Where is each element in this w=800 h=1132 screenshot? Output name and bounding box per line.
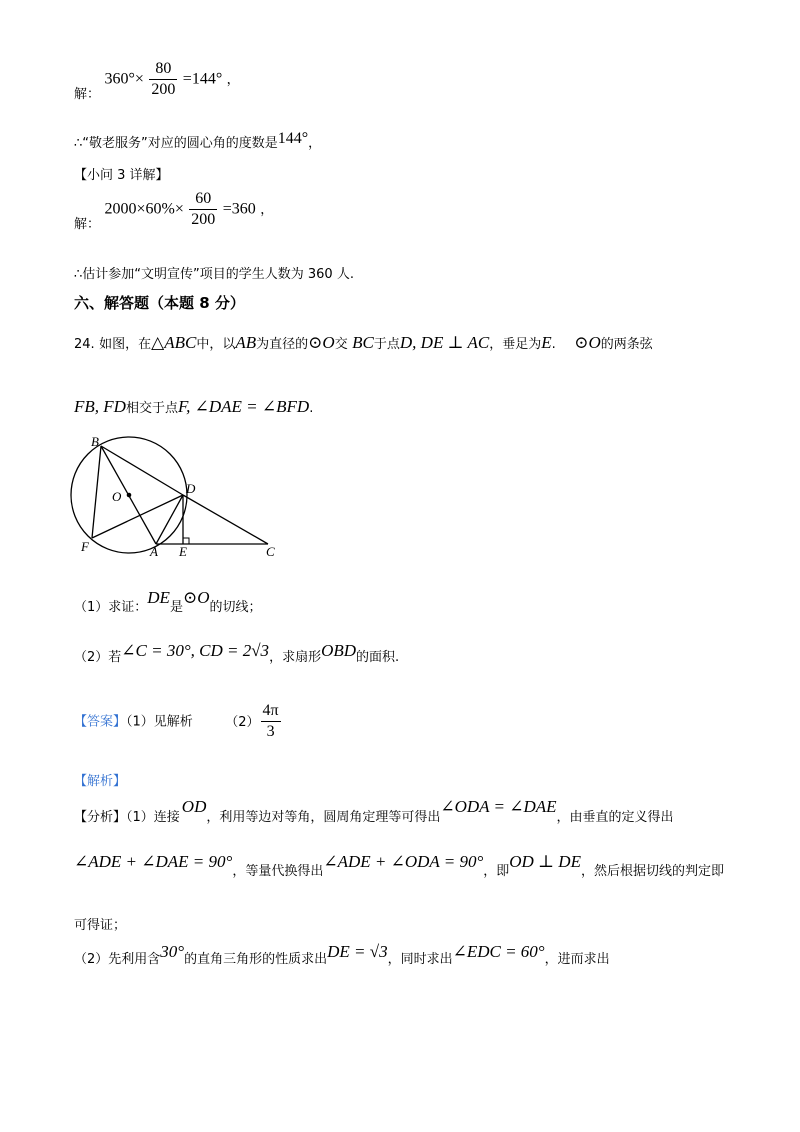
fraction: $\frac{60}{200}$ — [191, 190, 216, 228]
analysis-line-3: 可得证； — [74, 918, 127, 933]
question-part-2: （2）若∠C = 30°, CD = 2√3，求扇形OBD的面积. — [74, 641, 400, 665]
label-f: F — [81, 539, 89, 554]
question-24-line-1: 24. 如图，在△ABC中，以AB为直径的⊙O交 BC于点D, DE ⊥ AC，垂足为E. ⊙O的两条弦 — [74, 333, 653, 352]
answer-label: 【答案】 — [74, 714, 127, 730]
analysis-line-2: ∠ADE + ∠DAE = 90°，等量代换得出∠ADE + ∠ODA = 90°，即OD ⊥ DE，然后根据切线的判定即 — [74, 852, 724, 879]
answer-line: 【答案】（1）见解析 （2） $\frac{4\pi}{3}$ — [74, 702, 279, 740]
sub-question-heading: 【小问 3 详解】 — [74, 168, 169, 183]
geometry-figure — [70, 432, 290, 562]
solution-line-1: 解： 360°× $\frac{80}{200}$ =144° ， — [74, 60, 240, 102]
question-24-line-2: FB, FD相交于点F, ∠DAE = ∠BFD. — [74, 397, 314, 416]
solution-line-4: 解： 2000×60%× $\frac{60}{200}$ =360 ， — [74, 190, 274, 232]
analysis-line-4: （2）先利用含30°的直角三角形的性质求出DE = √3，同时求出∠EDC = 60°，进而求出 — [74, 942, 610, 967]
section-title: 六、解答题（本题 8 分） — [74, 294, 245, 312]
analysis-line-1: 【分析】（1）连接OD，利用等边对等角，圆周角定理等可得出∠ODA = ∠DAE，由垂直的定义得出 — [74, 797, 674, 825]
analysis-label: 【解析】 — [74, 774, 127, 789]
answer-fraction: $\frac{4\pi}{3}$ — [262, 702, 279, 740]
label-a: A — [150, 544, 158, 559]
solution-conclusion: ∴估计参加“文明宣传”项目的学生人数为 360 人. — [74, 267, 354, 282]
label-e: E — [179, 544, 187, 559]
label-c: C — [266, 544, 275, 559]
label-b: B — [91, 434, 99, 449]
label-d: D — [186, 481, 196, 496]
solution-line-2: ∴“敬老服务”对应的圆心角的度数是144°， — [74, 130, 322, 151]
question-part-1: （1）求证：DE是⊙O的切线； — [74, 588, 262, 615]
fraction: $\frac{80}{200}$ — [151, 60, 176, 98]
label-o: O — [112, 489, 122, 504]
